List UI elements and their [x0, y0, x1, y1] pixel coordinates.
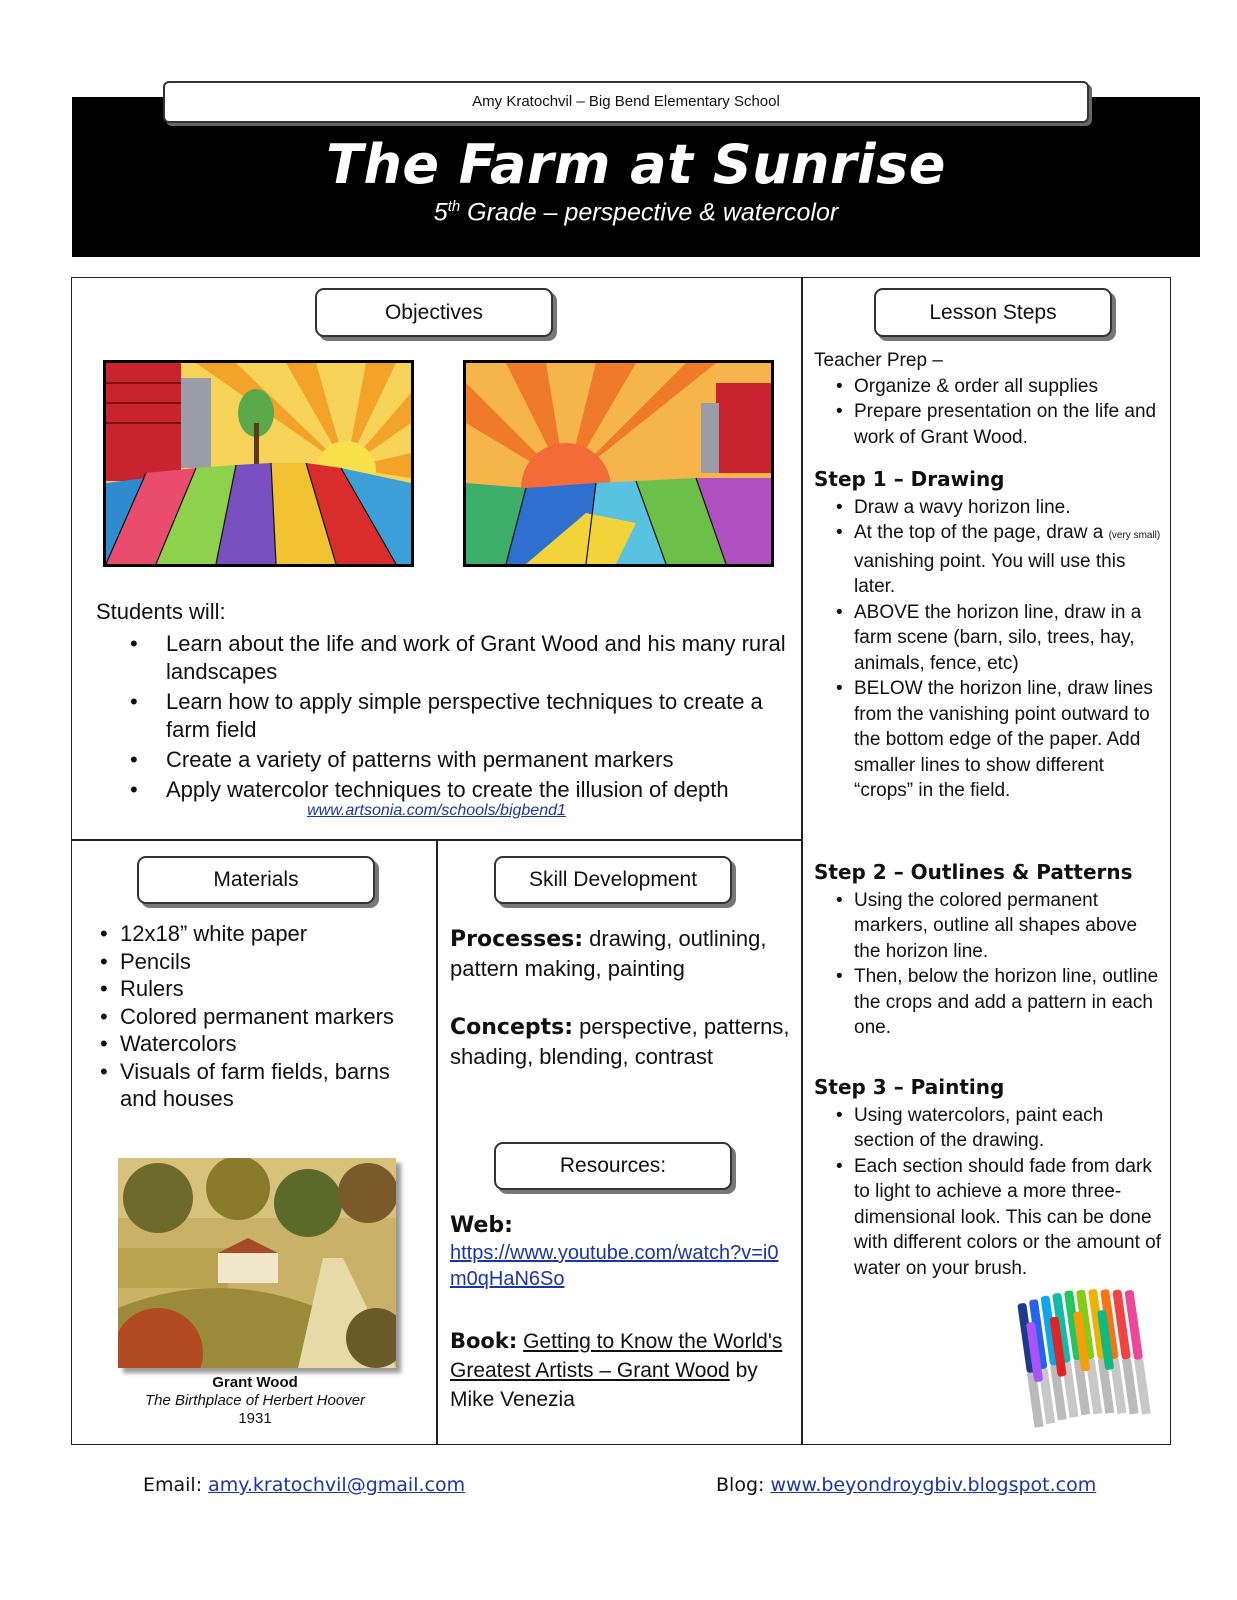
objectives-list [166, 630, 796, 804]
concepts-text [450, 1012, 795, 1071]
author-line: Amy Kratochvil – Big Bend Elementary School [163, 81, 1089, 123]
objectives-text [96, 598, 796, 806]
blog-link[interactable]: www.beyondroygbiv.blogspot.com [770, 1474, 1097, 1496]
list-item: • Colored permanent markers [100, 1003, 430, 1031]
artsonia-link[interactable]: www.artsonia.com/schools/bigbend1 [307, 802, 566, 819]
list-item: • Prepare presentation on the life and work of Grant Wood. [854, 399, 1164, 450]
list-item: • BELOW the horizon line, draw lines from the vanishing point outward to the bottom edge of the paper. Add smaller lines to show different “crops” in the field. [854, 676, 1164, 804]
list-item: • 12x18” white paper [100, 920, 430, 948]
step-3-list [854, 1103, 1164, 1282]
step-3 [814, 1075, 1164, 1281]
concepts-value: perspective, patterns, shading, blending, contrast [450, 1014, 790, 1069]
list-item: • Learn about the life and work of Grant Wood and his many rural landscapes [166, 630, 796, 686]
materials-heading: Materials [137, 856, 375, 904]
caption-title: The Birthplace of Herbert Hoover [144, 1392, 366, 1409]
list-item: • Create a variety of patterns with permanent markers [166, 746, 796, 774]
list-item: • Watercolors [100, 1030, 430, 1058]
youtube-link[interactable]: https://www.youtube.com/watch?v=i0m0qHaN6So [450, 1242, 779, 1290]
footer-email [143, 1474, 465, 1496]
email-link[interactable]: amy.kratochvil@gmail.com [208, 1474, 466, 1496]
book-title: Getting to Know the World's Greatest Artists – Grant Wood [450, 1330, 783, 1382]
step-1-b-post: vanishing point. You will use this later. [854, 550, 1126, 597]
blog-label: Blog: [716, 1474, 771, 1496]
grade-number: 5 [433, 198, 448, 227]
list-item [854, 520, 1164, 600]
email-label: Email: [143, 1474, 209, 1496]
student-artwork-1-image [106, 363, 411, 564]
list-item: • ABOVE the horizon line, draw in a farm scene (barn, silo, trees, hay, animals, fence, etc) [854, 600, 1164, 677]
grade-suffix: th [447, 198, 461, 215]
book-resource [450, 1327, 795, 1414]
step-2 [814, 860, 1164, 1041]
divider-vertical-right [801, 277, 803, 1445]
book-author: by Mike Venezia [450, 1359, 758, 1411]
student-artwork-1 [103, 360, 414, 567]
footer-blog [716, 1474, 1096, 1496]
skill-heading: Skill Development [494, 856, 732, 904]
materials-list [100, 920, 430, 1113]
teacher-prep [814, 348, 1164, 450]
list-item: • Apply watercolor techniques to create the illusion of depth [166, 776, 796, 804]
objectives-heading: Objectives [315, 288, 553, 337]
processes-label: Processes: [450, 927, 584, 952]
step-1-b-small: (very small) [1108, 530, 1161, 541]
page-title: The Farm at Sunrise [326, 133, 946, 196]
student-artwork-2 [463, 360, 774, 567]
concepts-label: Concepts: [450, 1015, 574, 1040]
step-1 [814, 467, 1164, 804]
objectives-intro: Students will: [96, 599, 226, 624]
list-item: • Rulers [100, 975, 430, 1003]
list-item: • Then, below the horizon line, outline the crops and add a pattern in each one. [854, 964, 1164, 1041]
web-label: Web: [450, 1213, 513, 1238]
list-item: • Each section should fade from dark to light to achieve a more three-dimensional look. This can be done with different colors or the amount of water on your brush. [854, 1154, 1164, 1282]
step-3-title: Step 3 – Painting [814, 1075, 1005, 1099]
processes-text [450, 924, 795, 983]
painting-caption [120, 1374, 390, 1428]
list-item: • Using the colored permanent markers, outline all shapes above the horizon line. [854, 888, 1164, 965]
divider-vertical-middle [436, 839, 438, 1445]
grant-wood-painting-image [118, 1158, 396, 1368]
step-2-list [854, 888, 1164, 1041]
grant-wood-painting [118, 1158, 396, 1368]
markers-image [1015, 1285, 1155, 1430]
list-item: • Organize & order all supplies [854, 374, 1164, 400]
prep-label: Teacher Prep – [814, 350, 943, 371]
lesson-steps-heading: Lesson Steps [874, 288, 1112, 337]
list-item: • Pencils [100, 948, 430, 976]
web-resource [450, 1210, 795, 1292]
step-1-title: Step 1 – Drawing [814, 467, 1005, 491]
step-1-list [854, 495, 1164, 804]
step-1-b-pre: At the top of the page, draw a [854, 522, 1109, 543]
step-2-title: Step 2 – Outlines & Patterns [814, 860, 1133, 884]
student-artwork-2-image [466, 363, 771, 564]
page-subtitle [72, 198, 1200, 227]
list-item: • Using watercolors, paint each section of the drawing. [854, 1103, 1164, 1154]
list-item: • Draw a wavy horizon line. [854, 495, 1164, 521]
list-item: • Visuals of farm fields, barns and houses [100, 1058, 430, 1113]
caption-artist: Grant Wood [212, 1374, 298, 1391]
processes-value: drawing, outlining, pattern making, painting [450, 926, 767, 981]
list-item: • Learn how to apply simple perspective techniques to create a farm field [166, 688, 796, 744]
caption-year: 1931 [238, 1410, 272, 1427]
prep-list [854, 374, 1164, 451]
book-label: Book: [450, 1329, 518, 1353]
grade-text: Grade – perspective & watercolor [460, 198, 839, 227]
resources-heading: Resources: [494, 1142, 732, 1190]
